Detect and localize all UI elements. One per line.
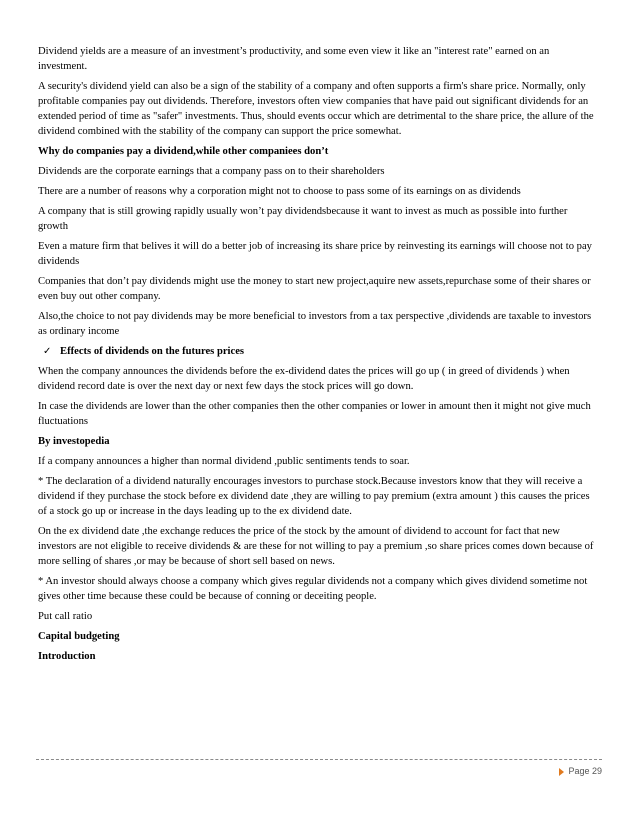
paragraph-announcement: When the company announces the dividends before the ex-dividend dates the prices will go up ( in greed of dividends ) when dividend record date is over the next day or next few days the stock prices will go down. <box>38 366 570 392</box>
footer-divider <box>36 759 602 760</box>
bullet-heading-text: Effects of dividends on the futures prices <box>60 346 245 357</box>
paragraph-dividend-yields: Dividend yields are a measure of an investment’s productivity, and some even view it like an "interest rate" earned on an investment. <box>38 46 550 72</box>
paragraph-higher-dividend: If a company announces a higher than normal dividend ,public sentiments tends to soar. <box>38 456 410 467</box>
check-icon: ✓ <box>43 346 52 357</box>
paragraph-regular-dividends: * An investor should always choose a company which gives regular dividends not a company which gives dividend sometime not gives other time because these could be because of conning or deceiting people. <box>38 576 588 602</box>
section-heading-why-dividends: Why do companies pay a dividend,while other companiees don’t <box>38 146 329 157</box>
paragraph-mature-firm: Even a mature firm that belives it will do a better job of increasing its share price by reinvesting its earnings will choose not to pay dividends <box>38 241 592 267</box>
page-body <box>38 44 600 669</box>
triangle-right-icon <box>559 768 564 776</box>
paragraph-declaration: * The declaration of a dividend naturally encourages investors to purchase stock.Because investors know that they will receive a dividend if they purchase the stock before ex dividend date ,they are willing to pay premium (extra amount ) this causes the prices of a stock go up or increase in the days leading up to the ex dividend date. <box>38 476 590 517</box>
paragraph-ex-dividend-date: On the ex dividend date ,the exchange reduces the price of the stock by the amount of dividend to account for fact that new investors are not eligible to receive dividends & are these for not willing to pay a premium ,so share prices comes down because of more selling of shares ,or may be because of short sell based on news. <box>38 526 594 567</box>
paragraph-tax-perspective: Also,the choice to not pay dividends may be more beneficial to investors from a tax perspective ,dividends are taxable to investors as ordinary income <box>38 311 592 337</box>
page-number: Page 29 <box>568 766 602 776</box>
page-footer <box>559 764 602 779</box>
paragraph-growing-company: A company that is still growing rapidly usually won’t pay dividendsbecause it want to invest as much as possible into further growth <box>38 206 568 232</box>
section-heading-capital-budgeting: Capital budgeting <box>38 631 120 642</box>
paragraph-reasons: There are a number of reasons why a corporation might not to choose to pass some of its earnings on as dividends <box>38 186 521 197</box>
paragraph-corporate-earnings: Dividends are the corporate earnings that a company pass on to their shareholders <box>38 166 385 177</box>
paragraph-put-call-ratio: Put call ratio <box>38 611 93 622</box>
section-heading-introduction: Introduction <box>38 651 96 662</box>
bullet-heading-effects <box>38 344 600 359</box>
paragraph-stability: A security's dividend yield can also be a sign of the stability of a company and often supports a firm's share price. Normally, only profitable companies pay out dividends. Therefore, investors often view companies that have paid out significant dividends for an extended period of time as "safer" investments. Thus, should events occur which are detrimental to the share price, the allure of the dividend combined with the stability of the company can support the price somewhat. <box>38 81 594 137</box>
section-heading-investopedia: By investopedia <box>38 436 110 447</box>
paragraph-lower-dividends: In case the dividends are lower than the other companies then the other companies or lower in amount then it might not give much fluctuations <box>38 401 591 427</box>
paragraph-use-money: Companies that don’t pay dividends might use the money to start new project,aquire new assets,repurchase some of their shares or even buy out other company. <box>38 276 591 302</box>
